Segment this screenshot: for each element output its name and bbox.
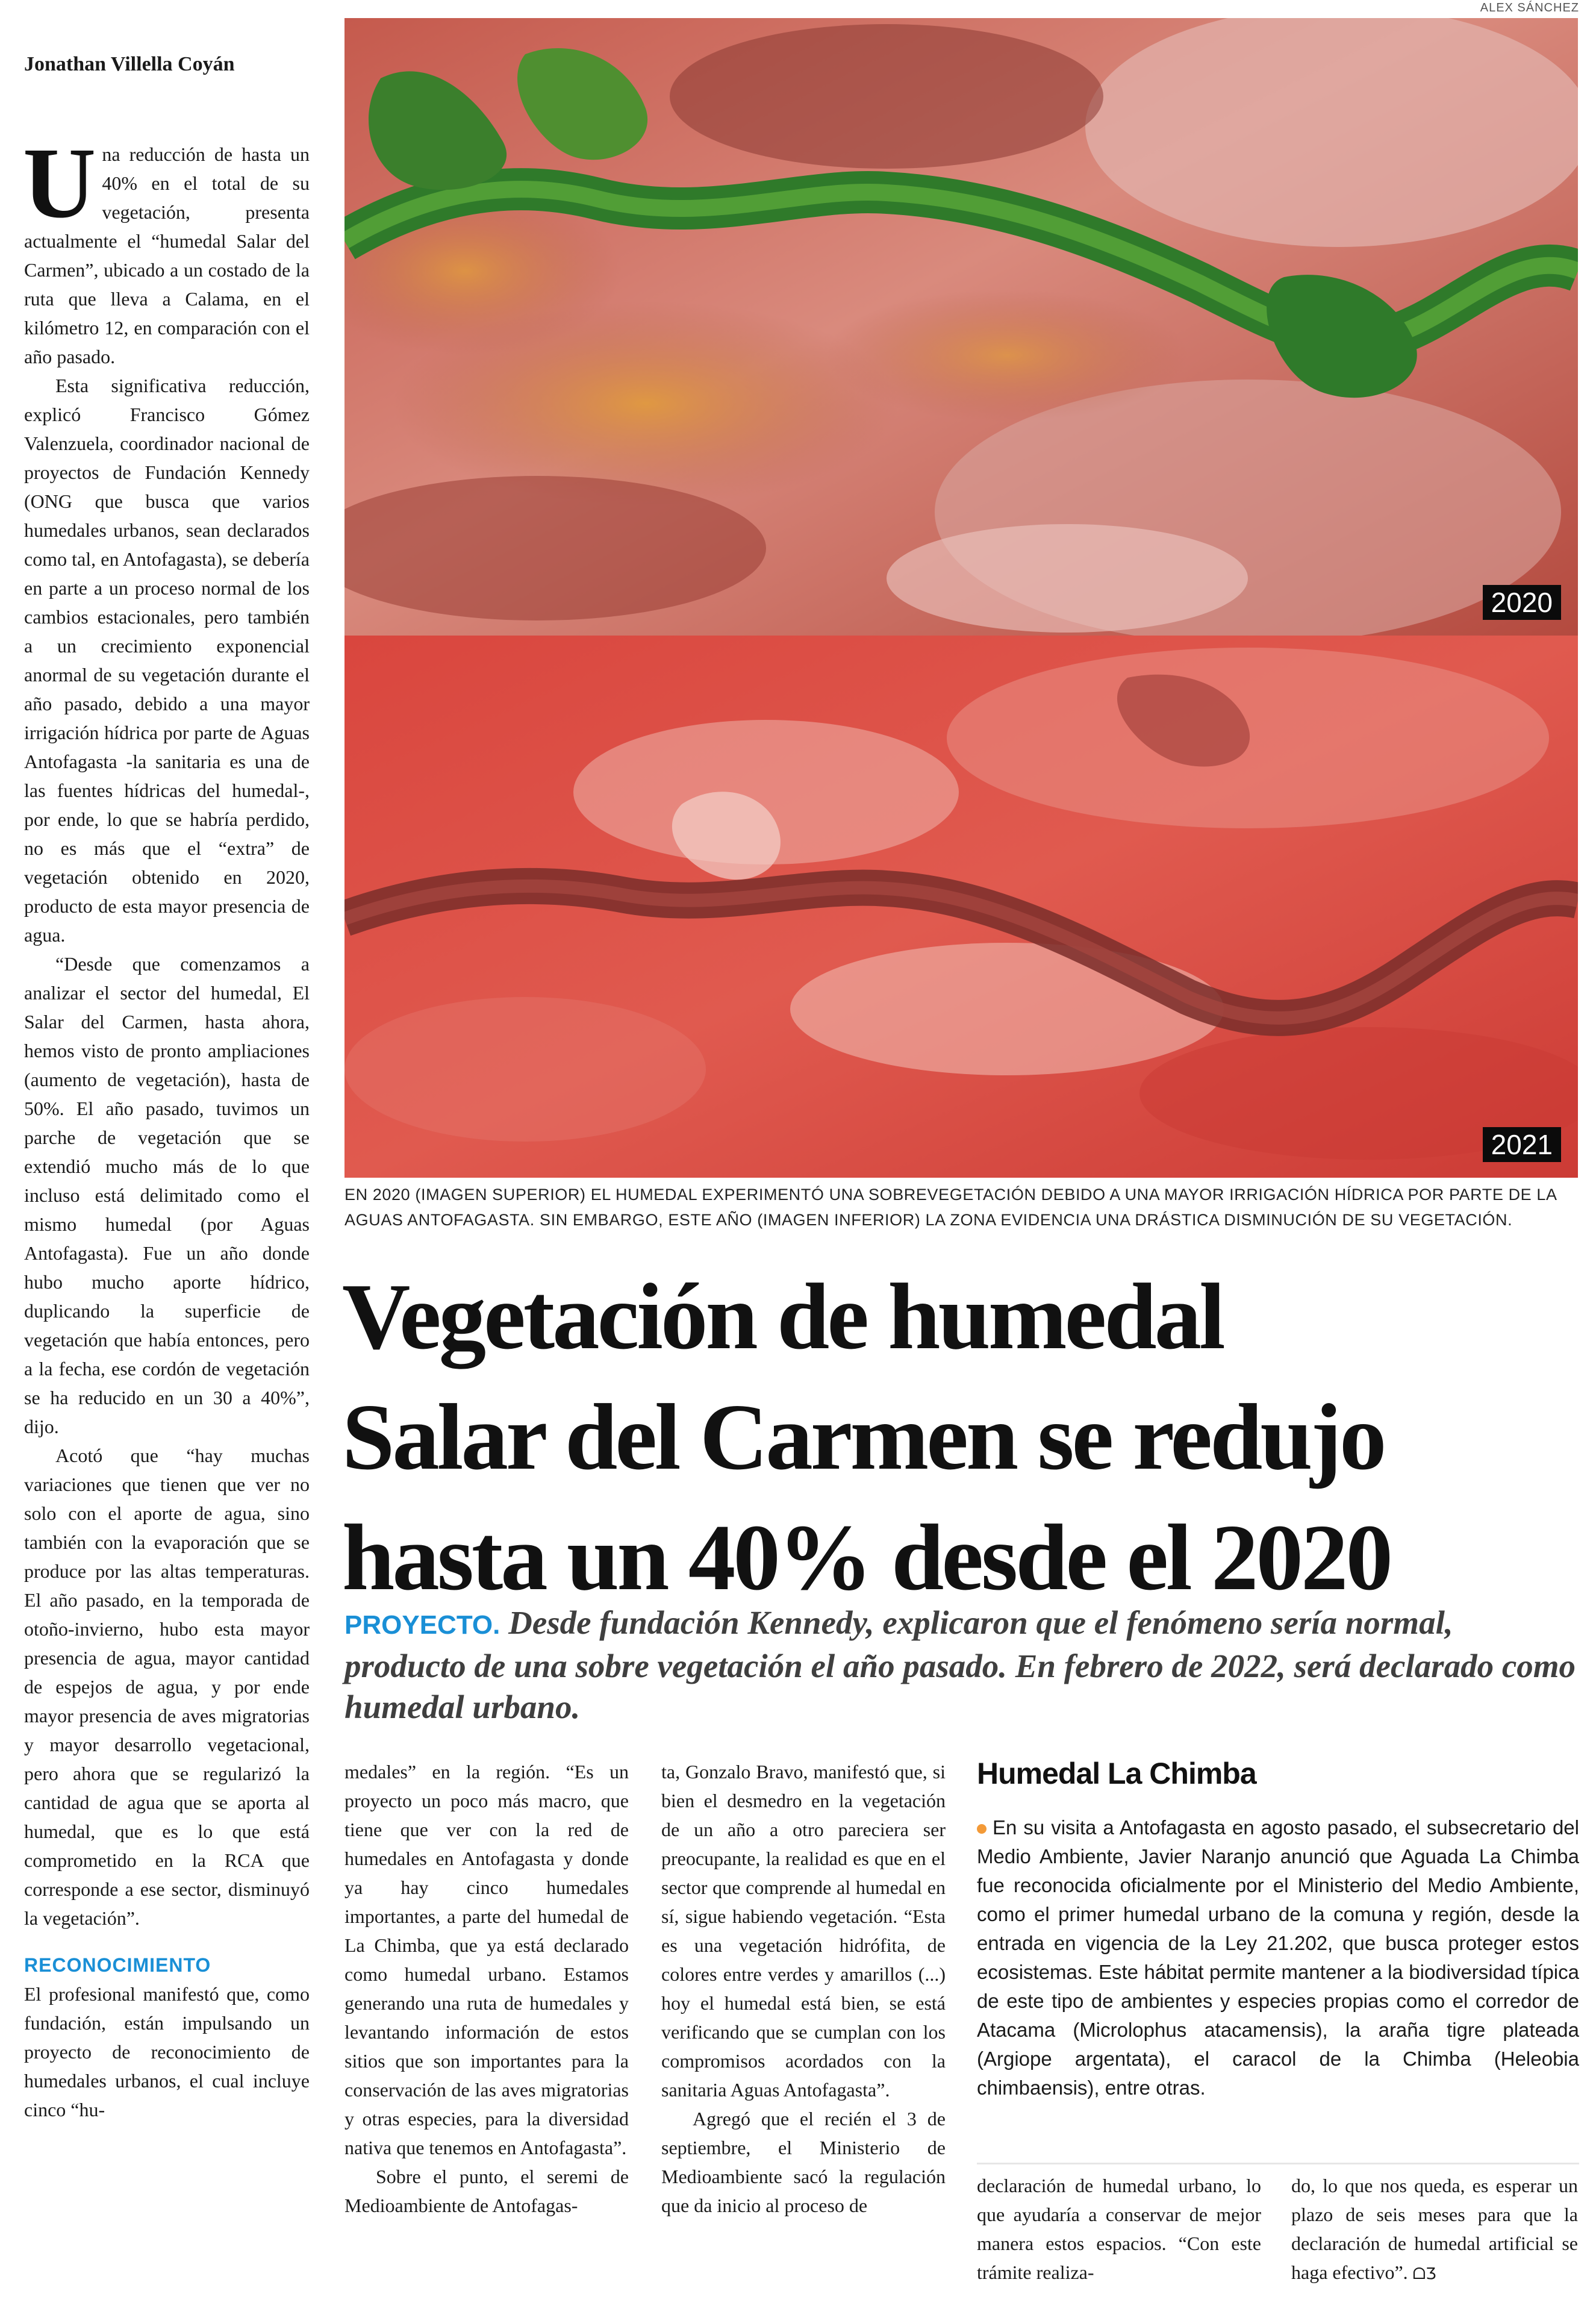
article-column-4 <box>977 2171 1261 2287</box>
paragraph: Sobre el punto, el seremi de Medioambiente de Antofagas- <box>344 2166 629 2216</box>
photo-2021 <box>344 636 1578 1178</box>
headline-line-2: Salar del Carmen se redujo <box>342 1384 1385 1489</box>
sidebar-title: Humedal La Chimba <box>977 1757 1256 1790</box>
photo-caption <box>344 1182 1578 1233</box>
dek <box>344 1602 1576 1728</box>
sidebar-text: En su visita a Antofagasta en agosto pasado, el subsecretario del Medio Ambiente, Javier Naranjo anunció que Aguada La Chimba fue reconocida oficialmente por el Ministerio del Medio Ambiente, como el primer humedal urbano de la comuna y región, desde la entrada en vigencia de la Ley 21.202, que busca proteger estos ecosistemas. Este hábitat permite mantener a la biodiversidad típica de este tipo de ambientes y especies propias como el corredor de Atacama (Microlophus atacamensis), la araña tigre plateada (Argiope argentata), el caracol de la Chimba (Heleobia chimbaensis), entre otras. <box>977 1816 1579 2099</box>
photo-credit: ALEX SÁNCHEZ <box>1480 1 1579 14</box>
dek-kicker: PROYECTO. <box>344 1610 500 1640</box>
article-column-3 <box>661 1757 946 2220</box>
paragraph: ta, Gonzalo Bravo, manifestó que, si bien el desmedro en la vegetación de un año a otro pareciera ser preocupante, la realidad es que en el sector que comprende al humedal en sí, sigue habiendo vegetación. “Esta es una vegetación hidrófita, de colores entre verdes y amarillos (...) hoy el humedal está bien, se está verificando que se cumplan con los compromisos acordados con la sanitaria Aguas Antofagasta”. <box>661 1761 946 2101</box>
end-mark-icon: ᗝƷ <box>1412 2265 1436 2283</box>
headline-line-3: hasta un 40% desde el 2020 <box>342 1505 1391 1610</box>
paragraph: Esta significativa reducción, explicó Francisco Gómez Valenzuela, coordinador nacional de proyectos de Fundación Kennedy (ONG que busca que varios humedales urbanos, sean declarados como tal, en Antofagasta), se debería en parte a un proceso normal de los cambios estacionales, pero también a un crecimiento exponencial anormal de su vegetación durante el año pasado, debido a una mayor irrigación hídrica por parte de Aguas Antofagasta -la sanitaria es una de las fuentes hídricas del humedal-, por ende, lo que se habría perdido, no es más que el “extra” de vegetación obtenido en 2020, producto de esta mayor presencia de agua. <box>24 375 310 946</box>
aerial-image-2020 <box>344 18 1578 636</box>
dek-text: Desde fundación Kennedy, explicaron que el fenómeno sería normal, producto de una sobre vegetación el año pasado. En febrero de 2022, será declarado como humedal urbano. <box>344 1604 1576 1725</box>
paragraph: “Desde que comenzamos a analizar el sector del humedal, El Salar del Carmen, hasta ahora, hemos visto de pronto ampliaciones (aumento de vegetación), hasta de 50%. El año pasado, tuvimos un parche de vegetación que se extendió mucho más de lo que incluso está delimitado como el mismo humedal (por Aguas Antofagasta). Fue un año donde hubo mucho aporte hídrico, duplicando la superficie de vegetación que había entonces, pero a la fecha, ese cordón de vegetación se ha reducido en un 30 a 40%”, dijo. <box>24 953 310 1437</box>
lead-paragraph: Una reducción de hasta un 40% en el total de su vegetación, presenta actualmente el “humedal Salar del Carmen”, ubicado a un costado de la ruta que lleva a Calama, en el kilómetro 12, en comparación con el año pasado. <box>23 127 310 367</box>
headline <box>342 1256 1577 1617</box>
article-column-2 <box>344 1757 629 2220</box>
year-label-2021: 2021 <box>1483 1127 1561 1162</box>
year-label-2020: 2020 <box>1483 585 1561 620</box>
aerial-image-2021 <box>344 636 1578 1178</box>
paragraph: Agregó que el recién el 3 de septiembre, el Ministerio de Medioambiente sacó la regulación que da inicio al proceso de <box>661 2108 946 2216</box>
paragraph: do, lo que nos queda, es esperar un plazo de seis meses para que la declaración de humedal artificial se haga efectivo”. ᗝƷ <box>1291 2175 1578 2283</box>
article-column-5 <box>1291 2171 1578 2289</box>
caption-line-2: AGUAS ANTOFAGASTA. SIN EMBARGO, ESTE AÑO (IMAGEN INFERIOR) LA ZONA EVIDENCIA UNA DRÁSTICA DISMINUCIÓN DE SU VEGETACIÓN. <box>344 1211 1513 1229</box>
article-column-1 <box>23 127 310 2124</box>
sidebar-text-block <box>977 1813 1579 2102</box>
caption-line-1: EN 2020 (IMAGEN SUPERIOR) EL HUMEDAL EXPERIMENTÓ UNA SOBREVEGETACIÓN DEBIDO A UNA MAYOR IRRIGACIÓN HÍDRICA POR PARTE DE LA <box>344 1186 1557 1204</box>
photo-2020 <box>344 18 1578 636</box>
paragraph: declaración de humedal urbano, lo que ayudaría a conservar de mejor manera estos espacios. “Con este trámite realiza- <box>977 2175 1261 2283</box>
paragraph: Acotó que “hay muchas variaciones que tienen que ver no solo con el aporte de agua, sino también con la evaporación que se produce por las altas temperaturas. El año pasado, en la temporada de otoño-invierno, hubo esta mayor presencia de agua, mayor cantidad de espejos de agua, y por ende mayor presencia de aves migratorias y mayor desarrollo vegetacional, pero ahora que se regularizó la cantidad de agua que se aporta al humedal, que es lo que está comprometido en la RCA que corresponde a ese sector, disminuyó la vegetación”. <box>24 1445 310 1929</box>
orange-bullet-icon <box>977 1824 987 1834</box>
section-subhead: RECONOCIMIENTO <box>24 1954 211 1976</box>
byline: Jonathan Villella Coyán <box>24 53 235 75</box>
headline-line-1: Vegetación de humedal <box>342 1264 1223 1369</box>
paragraph: El profesional manifestó que, como fundación, están impulsando un proyecto de reconocimiento de humedales urbanos, el cual incluye cinco “hu- <box>24 1983 310 2120</box>
sidebar-divider <box>977 2163 1579 2164</box>
drop-cap: U <box>23 127 96 239</box>
paragraph: medales” en la región. “Es un proyecto un poco más macro, que tiene que ver con la red de humedales en Antofagasta y donde ya hay cinco humedales importantes, a parte del humedal de La Chimba, que ya está declarado como humedal urbano. Estamos generando una ruta de humedales y levantando información de estos sitios que son importantes para la conservación de las aves migratorias y otras especies, para la diversidad nativa que tenemos en Antofagasta”. <box>344 1761 629 2158</box>
